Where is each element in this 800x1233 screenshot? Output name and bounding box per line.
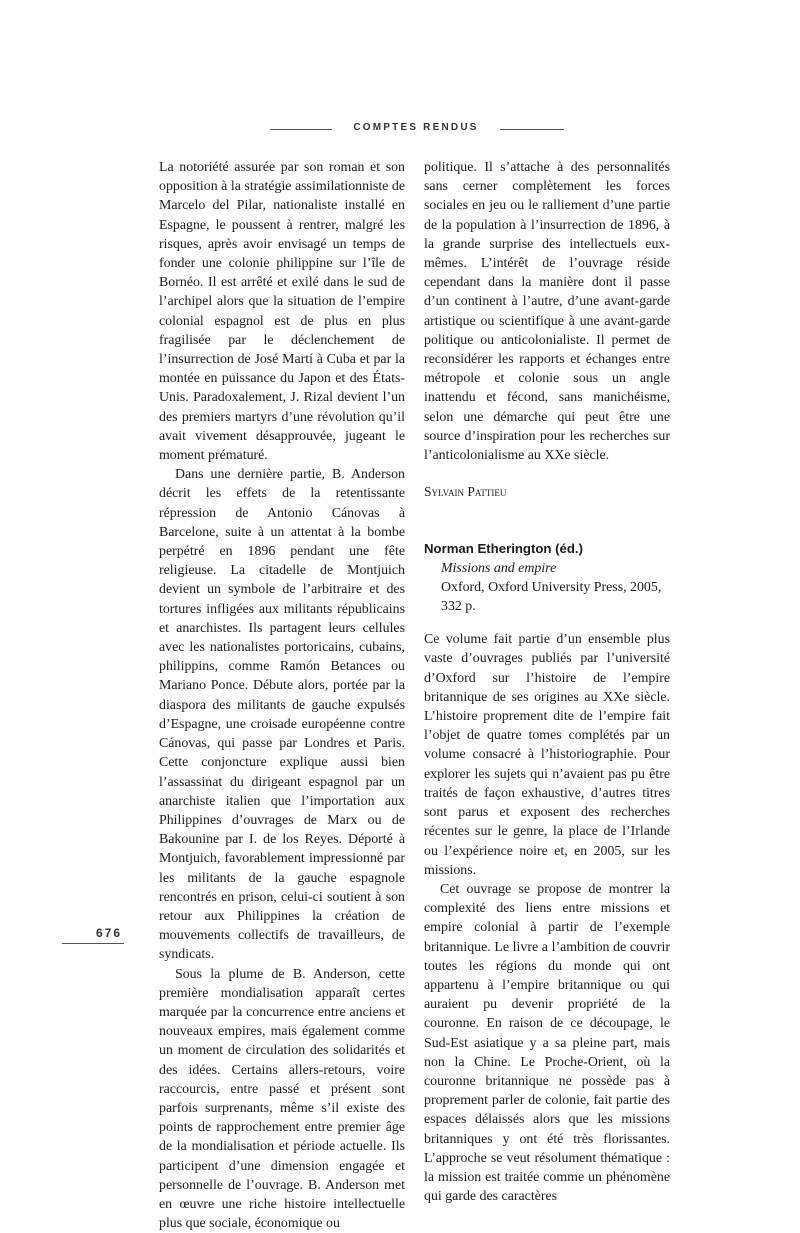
header-rule-right	[500, 129, 564, 130]
book-reference	[424, 539, 670, 616]
header-rule-left	[270, 129, 332, 130]
left-paragraph-2: Dans une dernière partie, B. Anderson décrit les effets de la retentissante répression de Antonio Cánovas à Barcelone, suite à un attentat à la bombe perpétré en 1896 pendant une fête religieuse. La citadelle de Montjuich devient un symbole de l’arbitraire et des tortures infligées aux militants républicains et anarchistes. Ils partagent leurs cellules avec les nationalistes portoricains, cubains, philippins, comme Ramón Betances ou Mariano Ponce. Débute alors, portée par la diaspora des militants de gauche expulsés d’Espagne, une croisade européenne contre Cánovas, qui passe par Londres et Paris. Cette conjoncture explique aussi bien l’assassinat du dirigeant espagnol par un anarchiste italien que l’importation aux Philippines d’ouvrages de Marx ou de Bakounine par I. de los Reyes. Déporté à Montjuich, favorablement impressionné par les militants de la gauche espagnole rencontrés en prison, celui-ci soutient à son retour aux Philippines la création de mouvements collectifs de travailleurs, de syndicats.	[159, 467, 405, 963]
review-paragraph-1: Ce volume fait partie d’un ensemble plus vaste d’ouvrages publiés par l’université d’Oxford sur l’histoire de l’empire britannique de ses origines au XXe siècle. L’histoire proprement dite de l’empire fait l’objet de quatre tomes complétés par un volume consacré à l’historiographie. Pour explorer les sujets qui n’avaient pas pu être traités de façon exhaustive, d’autres titres sont parus et exposent des recherches récentes sur le genre, la place de l’Irlande ou l’expérience noire et, en 2005, sur les missions.	[424, 632, 670, 878]
review-continuation: politique. Il s’attache à des personnalités sans cerner complètement les forces sociales en jeu ou le ralliement d’une partie de la population à l’insurrection de 1896, à la grande surprise des intellectuels eux-mêmes. L’intérêt de l’ouvrage réside cependant dans la manière dont il passe d’un continent à l’autre, d’une avant-garde artistique ou scientifique à une avant-garde politique ou anticolonialiste. Il permet de reconsidérer les rapports et échanges entre métropole et colonie sous un angle inattendu et fécond, sans manichéisme, selon une démarche qui peut être une source d’inspiration pour les recherches sur l’anticolonialisme au XXe siècle.	[424, 160, 670, 464]
book-title: Missions and empire	[441, 560, 557, 576]
running-header	[0, 122, 800, 136]
section-title: COMPTES RENDUS	[353, 122, 479, 133]
review-paragraph-2: Cet ouvrage se propose de montrer la complexité des liens entre missions et empire colonial à partir de l’exemple britannique. Le livre a l’ambition de couvrir toutes les régions du monde qui ont appartenu à l’empire britannique ou qui auraient pu devenir propriété de la couronne. En raison de ce découpage, le Sud-Est asiatique y a sa pleine part, mais non la Chine. Le Proche-Orient, où la couronne britannique ne possède pas à proprement parler de colonie, fait partie des espaces délaissés alors que les missions britanniques y ont été très florissantes. L’approche se veut résolument thématique : la mission est traitée comme un phénomène qui garde des caractères	[424, 881, 670, 1205]
left-column	[159, 158, 405, 1233]
book-publisher: Oxford, Oxford University Press, 2005,	[441, 579, 662, 595]
left-paragraph-1: La notoriété assurée par son roman et son opposition à la stratégie assimilationniste de Marcelo del Pilar, nationaliste installé en Espagne, le poussent à rentrer, malgré les risques, après avoir envisagé un temps de fonder une colonie philippine sur l’île de Bornéo. Il est arrêté et exilé dans le sud de l’archipel alors que la situation de l’empire colonial espagnol est de plus en plus fragilisée par le déclenchement de l’insurrection de José Martí à Cuba et par la montée en puissance du Japon et des États-Unis. Paradoxalement, J. Rizal devient l’un des premiers martyrs d’une révolution qu’il avait vivement désapprouvée, jugeant le moment prématuré.	[159, 160, 405, 464]
page-number: 676	[95, 926, 122, 940]
book-author: Norman Etherington (éd.)	[424, 541, 583, 557]
right-column	[424, 158, 670, 1206]
book-pages: 332 p.	[441, 599, 476, 615]
left-paragraph-3: Sous la plume de B. Anderson, cette première mondialisation apparaît certes marquée par la concurrence entre anciens et nouveaux empires, mais également comme un moment de circulation des solidarités et des idées. Certains allers-retours, voire raccourcis, entre passé et présent sont parfois surprenants, même s’il existe des points de rapprochement entre premier âge de la mondialisation et période actuelle. Ils participent d’une dimension engagée et personnelle de l’ouvrage. B. Anderson met en œuvre une riche histoire intellectuelle plus que sociale, économique ou	[159, 966, 405, 1232]
page-number-rule	[62, 943, 124, 944]
reviewer-signature: Sylvain Pattieu	[424, 484, 507, 500]
